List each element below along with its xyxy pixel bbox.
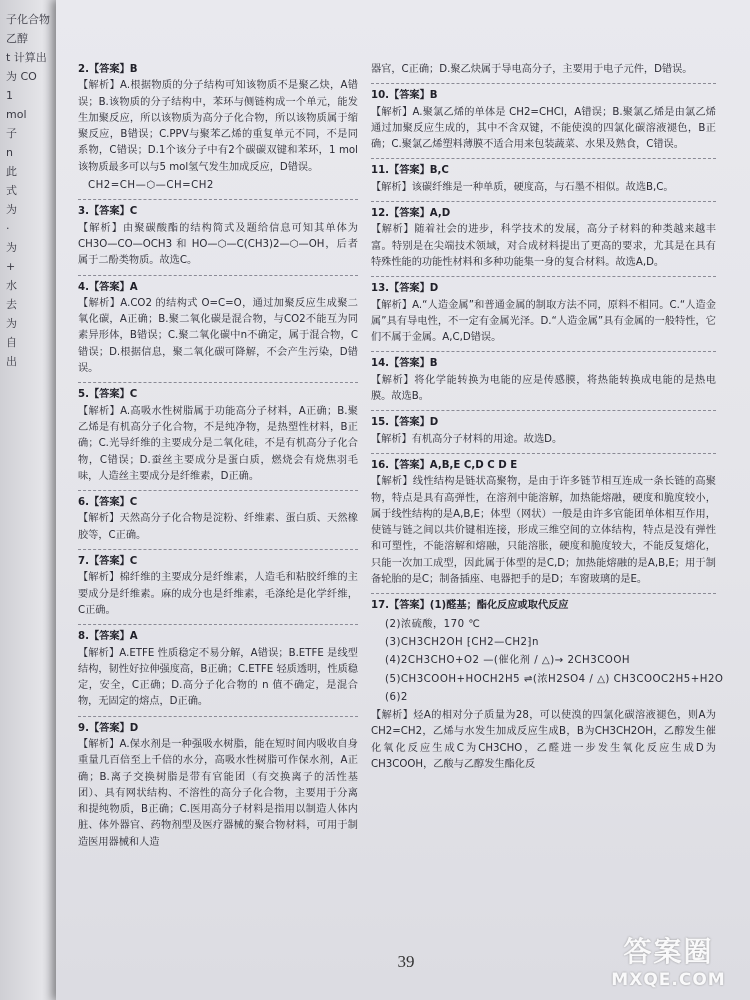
answer-heading: 11.【答案】B,C	[371, 165, 449, 177]
answer-heading: 15.【答案】D	[371, 417, 439, 429]
edge-fragment: 为	[6, 241, 17, 254]
edge-fragment: 子化合物	[6, 13, 50, 26]
watermark-logo	[601, 930, 736, 990]
equation-line: (6)2	[385, 691, 408, 703]
edge-fragment: 去	[6, 298, 17, 311]
explanation-text: 【解析】该碳纤维是一种单质，硬度高，与石墨不相似。故选B,C。	[371, 181, 674, 193]
edge-fragment: 子	[6, 127, 17, 140]
answer-item	[78, 549, 358, 619]
equation-line: (3)CH3CH2OH ⁅CH2—CH2⁆n	[385, 636, 539, 648]
explanation-text: 【解析】由聚碳酸酯的结构简式及题给信息可知其单体为 CH3O—CO—OCH3 和 HO—⬡—C(CH3)2—⬡—OH，后者属于二酚类物质。故选C。	[78, 222, 358, 267]
edge-fragment: 出	[6, 355, 17, 368]
answer-item	[371, 351, 716, 405]
answer-heading: 3.【答案】C	[78, 206, 138, 218]
answer-heading: 14.【答案】B	[371, 358, 438, 370]
explanation-text: 【解析】A.“人造金属”和普通金属的制取方法不同，原料不相同。C.“人造金属”具有导电性，不一定有金属光泽。D.“人造金属”具有金属的一般特性，它们不属于金属。A,C,D错误。	[371, 299, 716, 344]
explanation-text: 【解析】A.高吸水性树脂属于功能高分子材料，A正确；B.聚乙烯是有机高分子化合物，不是纯净物，是热塑性材料，B正确；C.光导纤维的主要成分是二氧化硅，不是有机高分子化合物，C错误；D.蚕丝主要成分是蛋白质，燃烧会有烧焦羽毛味，人造丝主要成分是纤维素，D正确。	[78, 405, 358, 482]
answer-item	[371, 62, 716, 78]
answer-item	[371, 158, 716, 196]
explanation-text: 【解析】A.保水剂是一种强吸水树脂，能在短时间内吸收自身重量几百倍至上千倍的水分，高吸水性树脂可作保水剂，A正确；B.离子交换树脂是带有官能团（有交换离子的活性基团）、具有网状结构、不溶性的高分子化合物，主要用于分离和提纯物质，B正确；C.医用高分子材料是指用以制造人体内脏、体外器官、药物剂型及医疗器械的聚合物材料，可用于制造医用器械和人造	[78, 738, 358, 848]
edge-fragment: 自	[6, 336, 17, 349]
edge-fragment: 此	[6, 165, 17, 178]
answer-heading: 17.【答案】(1)醛基；酯化反应或取代反应	[371, 600, 569, 612]
explanation-text: 【解析】天然高分子化合物是淀粉、纤维素、蛋白质、天然橡胶等，C正确。	[78, 513, 358, 541]
explanation-text: 【解析】A.根据物质的分子结构可知该物质不是聚乙炔，A错误；B.该物质的分子结构中，苯环与侧链构成一个单元，能发生加聚反应，所以该物质为高分子化合物，所以该物质属于缩聚反应，B错误；C.PPV与聚苯乙烯的重复单元不同，不是同系物，C错误；D.1个该分子中有2个碳碳双键和苯环，1 mol该物质最多可以与5 mol氢气发生加成反应，D错误。	[78, 80, 358, 173]
page-number: 39	[397, 952, 415, 971]
edge-fragment: 为 CO	[6, 70, 37, 83]
answer-item	[78, 62, 358, 194]
edge-fragment: 为	[6, 317, 17, 330]
answer-heading: 2.【答案】B	[78, 64, 138, 75]
edge-fragment: 式	[6, 184, 17, 197]
answer-item	[371, 83, 716, 153]
explanation-text: 【解析】烃A的相对分子质量为28，可以使溴的四氯化碳溶液褪色，则A为CH2=CH2，乙烯与水发生加成反应生成B，B为CH3CH2OH，乙醇发生催化氧化反应生成C为CH3CHO，乙醛进一步发生氧化反应生成D为CH3COOH，乙酸与乙醇发生酯化反	[371, 710, 716, 770]
right-column	[371, 62, 724, 778]
adjacent-page-text	[6, 10, 50, 371]
edge-fragment: 为	[6, 203, 17, 216]
answer-item	[78, 490, 358, 544]
answer-item	[78, 275, 358, 378]
answer-item	[78, 716, 358, 851]
explanation-text: 【解析】A.聚氯乙烯的单体是 CH2=CHCl，A错误；B.聚氯乙烯是由氯乙烯通过加聚反应生成的，其中不含双键，不能使溴的四氯化碳溶液褪色，B正确；C.聚氯乙烯塑料薄膜不适合用来包装蔬菜、水果及熟食，C错误。	[371, 106, 716, 151]
edge-fragment: ·	[6, 222, 10, 235]
edge-fragment: 1	[6, 89, 13, 102]
answer-item	[371, 453, 716, 588]
explanation-text: 【解析】将化学能转换为电能的应是传感膜，将热能转换成电能的是热电膜。故选B。	[371, 374, 716, 403]
explanation-text: 器官，C正确；D.聚乙炔属于导电高分子，主要用于电子元件，D错误。	[371, 64, 693, 75]
explanation-text: 【解析】线性结构是链状高聚物，是由于许多链节相互连成一条长链的高聚物，特点是具有高弹性，在溶剂中能溶解，加热能熔融，硬度和脆度较小，属于线性结构的是A,B,E；体型（网状）一般是由许多官能团单体相互作用，使链与链之间以共价键相连接，形成三维空间的立体结构，特点是没有弹性和可塑性，不能溶解和熔融，只能溶胀，硬度和脆度较大，不能反复熔化，只能一次加工成型，因此属于体型的是C,D；加热能熔融的是A,B,E；用于制备轮胎的是C；制备插座、电器把手的是D；车窗玻璃的是E。	[371, 476, 716, 586]
answer-heading: 13.【答案】D	[371, 283, 439, 295]
answer-heading: 7.【答案】C	[78, 556, 138, 568]
answer-heading: 16.【答案】A,B,E C,D C D E	[371, 459, 518, 471]
answer-item	[78, 382, 358, 485]
answer-page	[56, 0, 750, 1000]
structural-formula: CH2=CH—⬡—CH=CH2	[88, 180, 214, 192]
answer-item	[371, 593, 724, 773]
answer-heading: 5.【答案】C	[78, 389, 138, 401]
explanation-text: 【解析】有机高分子材料的用途。故选D。	[371, 433, 563, 445]
watermark-domain: MXQE.COM	[611, 970, 726, 990]
left-column	[78, 62, 358, 856]
explanation-text: 【解析】A.ETFE 性质稳定不易分解，A错误；B.ETFE 是线型结构，韧性好拉伸强度高，B正确；C.ETFE 轻质透明，性质稳定，安全，C正确；D.高分子化合物的 n 值不确定，是混合物，无固定的熔点，D正确。	[78, 647, 358, 708]
watermark-title: 答案圈	[623, 935, 714, 968]
edge-fragment: t 计算出	[6, 51, 47, 64]
answer-heading: 12.【答案】A,D	[371, 208, 451, 220]
answer-heading: 8.【答案】A	[78, 631, 138, 643]
edge-fragment: mol	[6, 108, 27, 121]
answer-item	[371, 276, 716, 346]
answer-item	[78, 199, 358, 269]
answer-item	[371, 410, 716, 448]
edge-fragment: n	[6, 146, 13, 159]
explanation-text: 【解析】A.CO2 的结构式 O=C=O，通过加聚反应生成聚二氧化碳，A正确；B.聚二氧化碳是混合物，与CO2不能互为同素异形体，B错误；C.聚二氧化碳中n不确定，属于混合物，C错误；D.根据信息，聚二氧化碳可降解，不会产生污染，D错误。	[78, 297, 358, 375]
equation-line: (2)浓硫酸，170 ℃	[385, 618, 481, 630]
answer-item	[371, 201, 716, 271]
answer-heading: 10.【答案】B	[371, 90, 438, 102]
explanation-text: 【解析】随着社会的进步，科学技术的发展，高分子材料的种类越来越丰富。特别是在尖端技术领域，对合成材料提出了更高的要求，尤其是在具有特殊性能的功能性材料和多种功能集一身的复合材料。故选A,D。	[371, 224, 716, 268]
answer-heading: 4.【答案】A	[78, 281, 138, 293]
explanation-text: 【解析】棉纤维的主要成分是纤维素，人造毛和粘胶纤维的主要成分是纤维素。麻的成分也是纤维素，毛涤纶是化学纤维，C正确。	[78, 572, 358, 616]
equation-line: (4)2CH3CHO+O2 —(催化剂 / △)→ 2CH3COOH	[385, 655, 630, 667]
edge-fragment: 水	[6, 279, 17, 292]
answer-item	[78, 624, 358, 710]
equation-line: (5)CH3COOH+HOCH2H5 ⇌(浓H2SO4 / △) CH3COOC2H5+H2O	[385, 673, 724, 685]
answer-heading: 9.【答案】D	[78, 722, 139, 734]
answer-heading: 6.【答案】C	[78, 497, 138, 509]
edge-fragment: +	[6, 260, 16, 273]
edge-fragment: 乙醇	[6, 32, 28, 45]
